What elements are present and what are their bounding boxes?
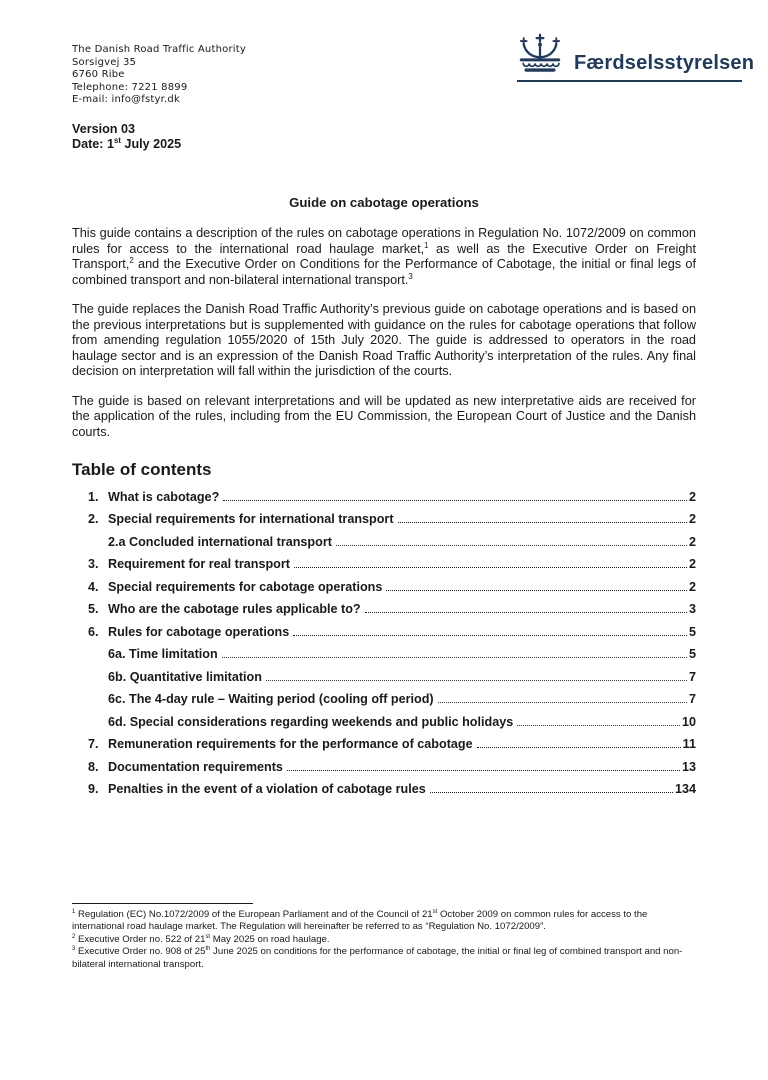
- toc-entry-label: Special requirements for international transport: [108, 512, 394, 527]
- toc-entry-number: 4.: [88, 579, 99, 594]
- toc-dot-leader: [477, 747, 681, 748]
- body-paragraph: This guide contains a description of the rules on cabotage operations in Regulation No. 1072/2009 on common rules for access to the international road haulage market,$^1$ as well as the Executive Order on Freight Transport,$^2$ and the Executive Order on Conditions for the Performance of Cabotage, the initial or final legs of combined transport and non-bilateral international transport.$^3$: [72, 226, 696, 287]
- main-content: [72, 195, 696, 805]
- toc-entry-page: 7: [688, 692, 696, 707]
- toc-entry-label: Special requirements for cabotage operations: [108, 579, 383, 594]
- toc-dot-leader: [294, 567, 687, 568]
- toc-entry[interactable]: [72, 737, 696, 752]
- footnotes-section: [72, 903, 696, 971]
- toc-entry-page: 134: [674, 782, 696, 797]
- toc-dot-leader: [365, 612, 687, 613]
- toc-entry-label: Documentation requirements: [108, 759, 283, 774]
- toc-entry-page: 2: [688, 579, 696, 594]
- toc-dot-leader: [438, 702, 687, 703]
- toc-entry-number: 7.: [88, 737, 99, 752]
- toc-entry-page: 11: [682, 737, 696, 752]
- sender-address-line: Telephone: 7221 8899: [72, 81, 188, 93]
- toc-entry[interactable]: [72, 490, 696, 505]
- toc-entry-page: 5: [688, 624, 696, 639]
- toc-entry[interactable]: [72, 692, 696, 707]
- toc-entry-label: 6c. The 4-day rule – Waiting period (cooling off period): [108, 692, 434, 707]
- toc-entry[interactable]: [72, 557, 696, 572]
- body-paragraph: The guide replaces the Danish Road Traffic Authority’s previous guide on cabotage operations and is based on the previous interpretations but is supplemented with guidance on the rules for cabotage operations that follow from amending regulation 1055/2020 of 15th July 2020. The guide is addressed to operators in the road haulage sector and is an expression of the Danish Road Traffic Authority’s interpretation of the rules. Any final decision on interpretation will fall within the jurisdiction of the courts.: [72, 302, 696, 379]
- toc-entry-page: 10: [681, 714, 696, 729]
- toc-dot-leader: [287, 770, 680, 771]
- body-paragraph: The guide is based on relevant interpretations and will be updated as new interpretative aids are received for the application of the rules, including from the EU Commission, the European Court of Justice and the Danish courts.: [72, 393, 696, 440]
- toc-entry-label: What is cabotage?: [108, 489, 220, 504]
- toc-dot-leader: [386, 590, 687, 591]
- toc-entry[interactable]: [72, 512, 696, 527]
- toc-entry-label: 2.a Concluded international transport: [108, 534, 332, 549]
- toc-dot-leader: [293, 635, 687, 636]
- toc-entry[interactable]: [72, 782, 696, 797]
- toc-entry-label: Rules for cabotage operations: [108, 624, 290, 639]
- crown-icon: [517, 32, 563, 74]
- table-of-contents: [72, 490, 696, 798]
- toc-entry-label: Penalties in the event of a violation of cabotage rules: [108, 782, 426, 797]
- toc-dot-leader: [398, 522, 687, 523]
- sender-address-block: [72, 44, 246, 107]
- toc-dot-leader: [223, 500, 687, 501]
- toc-entry[interactable]: [72, 535, 696, 550]
- toc-entry-label: Who are the cabotage rules applicable to?: [108, 602, 361, 617]
- version-label: Version 03: [72, 122, 136, 136]
- toc-entry-page: 2: [688, 534, 696, 549]
- toc-entry[interactable]: [72, 602, 696, 617]
- toc-entry-number: 9.: [88, 782, 99, 797]
- logo-wordmark: Færdselsstyrelsen: [574, 52, 755, 74]
- sender-address-line: Sorsigvej 35: [72, 56, 137, 68]
- toc-heading: Table of contents: [72, 459, 212, 479]
- toc-entry-number: 1.: [88, 489, 99, 504]
- toc-entry-label: Requirement for real transport: [108, 557, 290, 572]
- toc-entry-label: Remuneration requirements for the performance of cabotage: [108, 737, 473, 752]
- footnote: $^2$ Executive Order no. 522 of 21st May 2025 on road haulage.: [72, 933, 330, 945]
- toc-entry-page: 3: [688, 602, 696, 617]
- toc-entry-page: 2: [688, 557, 696, 572]
- toc-dot-leader: [222, 657, 687, 658]
- toc-entry-number: 2.: [88, 512, 99, 527]
- sender-address-line: E-mail: info@fstyr.dk: [72, 94, 180, 106]
- footnote-list: [72, 909, 696, 971]
- toc-entry[interactable]: [72, 715, 696, 730]
- toc-entry[interactable]: [72, 670, 696, 685]
- version-block: [72, 122, 181, 151]
- page-title: Guide on cabotage operations: [289, 195, 479, 210]
- logo: [517, 32, 755, 82]
- toc-dot-leader: [430, 792, 673, 793]
- toc-entry-label: 6d. Special considerations regarding weekends and public holidays: [108, 714, 514, 729]
- toc-entry-number: 3.: [88, 557, 99, 572]
- toc-entry[interactable]: [72, 625, 696, 640]
- toc-entry-number: 8.: [88, 759, 99, 774]
- toc-entry-page: 2: [688, 512, 696, 527]
- toc-entry-page: 13: [681, 759, 696, 774]
- sender-address-line: The Danish Road Traffic Authority: [72, 44, 246, 55]
- toc-entry-label: 6b. Quantitative limitation: [108, 669, 262, 684]
- date-label: Date: 1st July 2025: [72, 135, 182, 151]
- toc-dot-leader: [517, 725, 680, 726]
- toc-entry[interactable]: [72, 580, 696, 595]
- intro-paragraphs: [72, 226, 696, 441]
- toc-entry-page: 7: [688, 669, 696, 684]
- sender-address-line: 6760 Ribe: [72, 69, 125, 81]
- toc-entry-number: 5.: [88, 602, 99, 617]
- toc-entry-label: 6a. Time limitation: [108, 647, 218, 662]
- toc-entry-page: 2: [688, 489, 696, 504]
- toc-dot-leader: [266, 680, 687, 681]
- toc-entry[interactable]: [72, 647, 696, 662]
- toc-entry-number: 6.: [88, 624, 99, 639]
- toc-entry-page: 5: [688, 647, 696, 662]
- footnote-separator-rule: [72, 903, 253, 904]
- footnote: $^3$ Executive Order no. 908 of 25th June 2025 on conditions for the performance of cabotage, the initial or final leg of combined transport and non-bilateral international transport.: [72, 946, 683, 970]
- toc-dot-leader: [336, 545, 687, 546]
- footnote: $^1$ Regulation (EC) No.1072/2009 of the European Parliament and of the Council of 21st October 2009 on common rules for access to the international road haulage market. The Regulation will hereinafter be referred to as “Regulation No. 1072/2009”.: [72, 908, 648, 933]
- toc-entry[interactable]: [72, 760, 696, 775]
